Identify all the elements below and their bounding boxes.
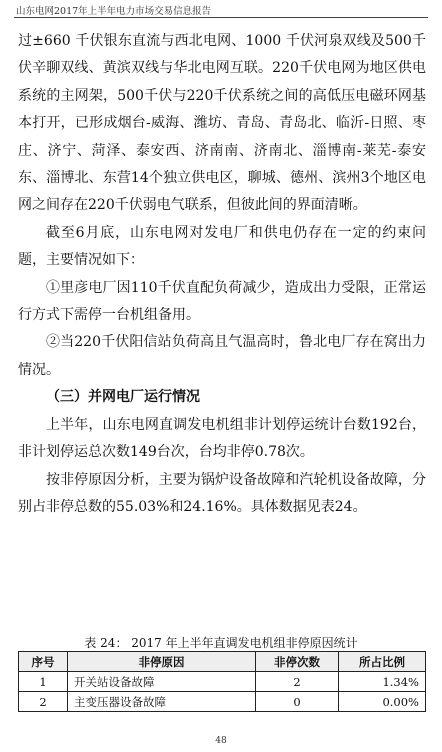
- report-body: [18, 28, 426, 521]
- table-row: [19, 672, 426, 692]
- cell-percent: 1.34%: [339, 672, 426, 692]
- header-percent: 所占比例: [339, 652, 426, 672]
- cell-count: 0: [256, 692, 339, 712]
- header-no: 序号: [19, 652, 68, 672]
- running-header: 山东电网2017年上半年电力市场交易信息报告: [16, 6, 212, 17]
- cell-count: 2: [256, 672, 339, 692]
- table-caption: 表 24： 2017 年上半年直调发电机组非停原因统计: [84, 636, 358, 650]
- table-header-row: [19, 652, 426, 672]
- constraint-item-1: ①里彦电厂因110千伏直配负荷减少，造成出力受限，正常运行方式下需停一台机组备用。: [18, 279, 426, 324]
- outage-cause-table: [18, 651, 426, 712]
- header-cause: 非停原因: [68, 652, 256, 672]
- outage-summary-paragraph: 上半年，山东电网直调发电机组非计划停运统计台数192台，非计划停运总次数149台次，台均非停0.78次。: [18, 416, 426, 461]
- cell-percent: 0.00%: [339, 692, 426, 712]
- section-heading: （三）并网电厂运行情况: [46, 389, 200, 406]
- outage-cause-paragraph: 按非停原因分析，主要为锅炉设备故障和汽轮机设备故障，分别占非停总数的55.03%和24.16%。具体数据见表24。: [18, 471, 426, 515]
- cell-no: 1: [19, 672, 68, 692]
- cell-no: 2: [19, 692, 68, 712]
- constraints-intro-paragraph: 截至6月底，山东电网对发电厂和供电仍存在一定的约束问题，主要情况如下：: [18, 224, 426, 269]
- header-rule: [14, 17, 428, 18]
- constraint-item-2: ②当220千伏阳信站负荷高且气温高时，鲁北电厂存在窝出力情况。: [18, 334, 426, 378]
- grid-structure-paragraph: 过±660 千伏银东直流与西北电网、1000 千伏河泉双线及500千伏辛聊双线、黄滨双线与华北电网互联。220千伏电网为地区供电系统的主网架，500千伏与220千伏系统之间的高低压电磁环网基本打开，已形成烟台-威海、潍坊、青岛、青岛北、临沂-日照、枣庄、济宁、菏泽、泰安西、济南南、济南北、淄博南-莱芜-泰安东、淄博北、东营14个独立供电区，聊城、德州、滨州3个地区电网之间存在220千伏弱电气联系，但彼此间的界面清晰。: [18, 33, 426, 214]
- cell-cause: 开关站设备故障: [68, 672, 256, 692]
- table-row: [19, 692, 426, 712]
- header-count: 非停次数: [256, 652, 339, 672]
- page-number: 48: [215, 736, 227, 746]
- cell-cause: 主变压器设备故障: [68, 692, 256, 712]
